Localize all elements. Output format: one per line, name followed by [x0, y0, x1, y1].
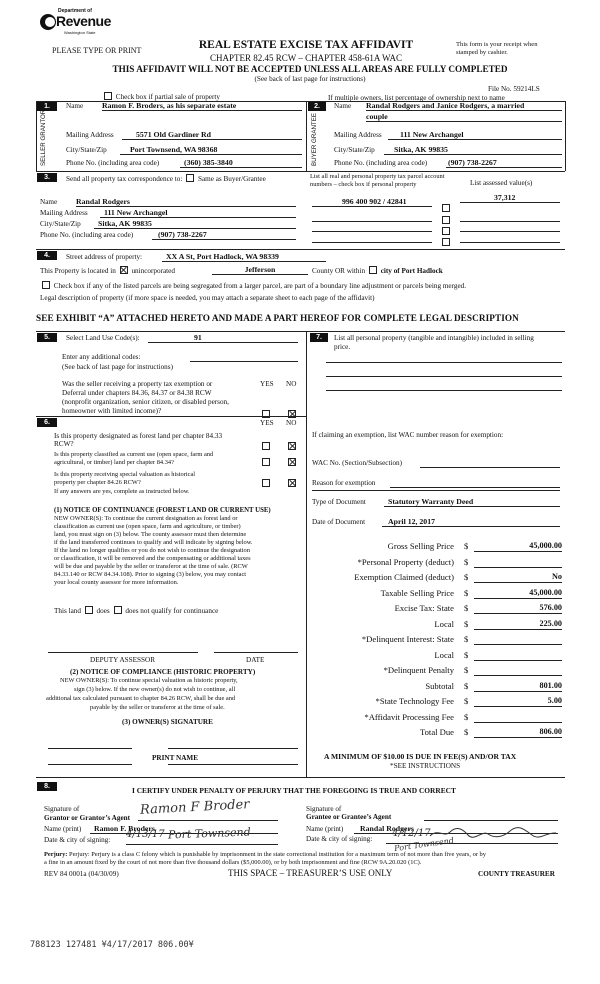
exhibit-a: SEE EXHIBIT “A” ATTACHED HERETO AND MADE A PART HEREOF FOR COMPLETE LEGAL DESCRIPTION: [36, 313, 519, 323]
continuance-line-5: or classification, it will be removed and the compensating or additional taxes: [54, 555, 251, 562]
receipt-note: This form is your receipt when stamped by cashier.: [456, 41, 538, 56]
send-correspondence: [66, 174, 266, 184]
logo-state: Washington State: [64, 30, 96, 35]
reason-label: Reason for exemption: [312, 479, 376, 487]
dor-logo: [38, 8, 111, 38]
tax-row-value[interactable]: [474, 712, 562, 723]
form-title: REAL ESTATE EXCISE TAX AFFIDAVIT: [198, 39, 414, 51]
tax-row-label: Local: [434, 619, 454, 629]
taxpayer-name-field[interactable]: Randal Rodgers: [76, 197, 296, 207]
seller-name-label: Name: [66, 102, 84, 110]
doc-date-label: Date of Document: [312, 518, 366, 526]
tax-row-value[interactable]: [474, 650, 562, 661]
county-field[interactable]: Jefferson: [212, 265, 308, 275]
tax-row-value[interactable]: 45,000.00: [474, 541, 562, 552]
assessed-field-4[interactable]: [460, 234, 560, 243]
tax-row-label: *Affidavit Processing Fee: [364, 712, 454, 722]
grantor-name-field[interactable]: Ramon F. Broders: [90, 824, 278, 834]
logo-swoosh-icon: [38, 12, 58, 32]
taxpayer-phone-field[interactable]: (907) 738-2267: [152, 230, 296, 240]
current-use-q-b: agricultural, or timber) land per chapter 84.34?: [54, 459, 174, 466]
historic-line-2: additional tax calculated pursuant to chapter 84.26 RCW, shall be due and: [46, 695, 236, 702]
section-7-number: 7.: [310, 333, 328, 342]
street-label: Street address of property:: [66, 253, 143, 261]
tax-row-label: *Delinquent Interest: State: [361, 634, 454, 644]
tax-row-label: *Personal Property (deduct): [357, 557, 454, 567]
buyer-side-label: BUYER GRANTEE: [311, 113, 318, 166]
multiple-owners: If multiple owners, list percentage of ownership next to name: [328, 94, 505, 102]
seller-mailing-field[interactable]: 5571 Old Gardiner Rd: [122, 130, 302, 140]
continuance-line-4: If the land no longer qualifies or you do not wish to continue the designation: [54, 547, 250, 554]
continuance-title: (1) NOTICE OF CONTINUANCE (FOREST LAND OR CURRENT USE): [54, 507, 271, 514]
does-not-checkbox[interactable]: [114, 606, 122, 614]
partial-sale-label: Check box if partial sale of property: [115, 93, 220, 101]
doc-date-field[interactable]: April 12, 2017: [382, 517, 560, 527]
personal-property-a: List all personal property (tangible and intangible) included in selling: [334, 334, 534, 342]
unincorporated-label: unincorporated: [131, 267, 175, 275]
grantor-city-handwritten: Port Townsend: [167, 825, 251, 842]
section-2-number: 2.: [308, 102, 326, 111]
not-accepted: THIS AFFIDAVIT WILL NOT BE ACCEPTED UNLESS ALL AREAS ARE FULLY COMPLETED: [112, 64, 508, 74]
form-chapter: CHAPTER 82.45 RCW – CHAPTER 458-61A WAC: [210, 53, 402, 63]
claiming-exemption: If claiming an exemption, list WAC number reason for exemption:: [312, 431, 504, 439]
tax-row-label: Subtotal: [425, 681, 454, 691]
tax-row-dollar: $: [464, 650, 469, 660]
grantor-signature: Ramon F Broder: [139, 797, 250, 818]
parcel-field-3[interactable]: [312, 223, 432, 232]
perjury-b: a fine in an amount fixed by the court of not more than five thousand dollars ($5,000.00), or by both imprisonment and fine (RCW 9A.20.020 (1C).: [44, 859, 422, 866]
minimum-note: A MINIMUM OF $10.00 IS DUE IN FEE(S) AND/OR TAX: [324, 752, 517, 761]
taxpayer-city-field[interactable]: Sitka, AK 99835: [94, 219, 296, 229]
section-1-number: 1.: [37, 102, 57, 111]
grantor-date-handwritten: 4/13/17: [126, 829, 165, 840]
county-treasurer: COUNTY TREASURER: [478, 870, 555, 878]
city-of-label: city of Port Hadlock: [380, 267, 443, 275]
land-use-label: Select Land Use Code(s):: [66, 334, 140, 342]
file-no: File No. 59214LS: [488, 85, 540, 93]
buyer-phone-label: Phone No. (including area code): [334, 159, 428, 167]
segregated-checkbox[interactable]: [42, 281, 50, 289]
segregated-row: [40, 281, 466, 291]
continuance-line-6: will be due and payable by the seller or transferor at the time of sale. (RCW: [54, 563, 248, 570]
seller-side-label: SELLER GRANTOR: [40, 109, 47, 166]
treasurer-space: THIS SPACE – TREASURER’S USE ONLY: [228, 868, 393, 878]
assessed-field-1[interactable]: 37,312: [460, 193, 560, 203]
buyer-name-field-line2[interactable]: couple: [366, 112, 562, 122]
parcel-4-personal-checkbox[interactable]: [442, 238, 450, 246]
historic-q-a: Is this property receiving special valuation as historical: [54, 471, 196, 478]
reason-field[interactable]: [390, 478, 560, 488]
land-use-field[interactable]: 91: [148, 333, 298, 343]
continuance-line-3: if the land transferred continues to qualify and will indicate by signing below.: [54, 539, 253, 546]
tax-row-dollar: $: [464, 634, 469, 644]
unincorporated-checkbox[interactable]: [120, 266, 128, 274]
additional-codes-field[interactable]: [190, 352, 298, 362]
legal-description-label: Legal description of property (if more space is needed, you may attach a separate sheet to each page of the affidavit): [40, 294, 375, 302]
parcel-field-1[interactable]: 996 400 902 / 42841: [312, 197, 432, 207]
s5-yes: YES: [260, 380, 274, 388]
tax-row-dollar: $: [464, 696, 469, 706]
buyer-name-label: Name: [334, 102, 352, 110]
wac-field[interactable]: [420, 458, 560, 468]
taxpayer-phone-label: Phone No. (including area code): [40, 231, 134, 239]
parcel-header: List all real and personal property tax parcel account numbers – check box if personal property: [310, 173, 445, 188]
wac-label: WAC No. (Section/Subsection): [312, 459, 403, 467]
grantee-agent-label: Grantee or Grantee’s Agent: [306, 813, 392, 821]
parcel-field-4[interactable]: [312, 234, 432, 243]
located-label: This Property is located in: [40, 267, 116, 275]
tax-row-label: Gross Selling Price: [387, 541, 454, 551]
parcel-field-2[interactable]: [312, 213, 432, 222]
exemption-q2: Deferral under chapters 84.36, 84.37 or 84.38 RCW: [62, 389, 212, 397]
tax-row-value[interactable]: 801.00: [474, 681, 562, 692]
tax-row-label: *Delinquent Penalty: [383, 665, 454, 675]
current-use-no-checkbox[interactable]: [288, 458, 296, 466]
does-label: does: [96, 607, 110, 615]
tax-row-dollar: $: [464, 541, 469, 551]
tax-row-label: Taxable Selling Price: [380, 588, 454, 598]
taxpayer-name-label: Name: [40, 198, 58, 206]
buyer-mailing-field[interactable]: 111 New Archangel: [388, 130, 562, 140]
historic-yes-checkbox[interactable]: [262, 479, 270, 487]
segregated-label: Check box if any of the listed parcels are being segregated from a larger parcel, are part of a boundary line adjustment or parcels being merged.: [53, 282, 467, 290]
continuance-line-0: NEW OWNER(S): To continue the current designation as forest land or: [54, 515, 238, 522]
tax-row-value[interactable]: [474, 665, 562, 676]
continuance-line-7: 84.33.140 or RCW 84.34.108). Prior to signing (3) below, you may contact: [54, 571, 247, 578]
perjury-a: Perjury: Perjury: Perjury is a class C felony which is punishable by imprisonment in the state correctional institution for a maximum term of not more than five years, or by: [44, 851, 486, 858]
tax-row-label: Exemption Claimed (deduct): [354, 572, 454, 582]
buyer-city-label: City/State/Zip: [334, 146, 375, 154]
seller-phone-field[interactable]: (360) 385-3840: [180, 158, 302, 168]
seller-city-label: City/State/Zip: [66, 146, 107, 154]
tax-row-dollar: $: [464, 712, 469, 722]
please-type: PLEASE TYPE OR PRINT: [52, 46, 142, 55]
grantor-sig-of: Signature of: [44, 805, 80, 813]
seller-phone-label: Phone No. (including area code): [66, 159, 160, 167]
grantee-name-label: Name (print): [306, 825, 344, 833]
tax-row-value[interactable]: 576.00: [474, 603, 562, 614]
see-back-5: (See back of last page for instructions): [62, 363, 173, 371]
section-6-number: 6.: [37, 418, 57, 427]
deputy-date-label: DATE: [246, 656, 265, 664]
send-label: Send all property tax correspondence to:: [66, 175, 183, 183]
historic-line-1: sign (3) below. If the new owner(s) do not wish to continue, all: [74, 686, 236, 693]
s6-no: NO: [286, 419, 297, 427]
grantee-date-label: Date & city of signing:: [306, 835, 373, 843]
logo-name: Revenue: [56, 13, 111, 29]
section-5-number: 5.: [37, 333, 57, 342]
certify-statement: I CERTIFY UNDER PENALTY OF PERJURY THAT THE FOREGOING IS TRUE AND CORRECT: [132, 786, 456, 795]
see-instructions: *SEE INSTRUCTIONS: [390, 762, 461, 770]
grantee-date-handwritten: 4/12/17: [392, 828, 431, 839]
buyer-phone-field[interactable]: (907) 738-2267: [446, 158, 562, 168]
tax-row-value[interactable]: [474, 634, 562, 645]
forest-q-b: RCW?: [54, 440, 74, 448]
tax-row-dollar: $: [464, 665, 469, 675]
historic-q-b: property per chapter 84.26 RCW?: [54, 479, 141, 486]
tax-row-dollar: $: [464, 557, 469, 567]
personal-property-b: price.: [334, 343, 351, 351]
does-not-label: does not qualify for continuance: [125, 607, 219, 615]
forest-q-a: Is this property designated as forest land per chapter 84.33: [54, 432, 223, 440]
doc-type-label: Type of Document: [312, 498, 366, 506]
tax-row-value[interactable]: 45,000.00: [474, 588, 562, 599]
see-back: (See back of last page for instructions): [254, 75, 366, 83]
continuance-line-2: land, you must sign on (3) below. The county assessor must then determine: [54, 531, 247, 538]
tax-row-dollar: $: [464, 727, 469, 737]
grantee-city-handwritten: Port Townsend: [393, 835, 455, 854]
assessed-header: List assessed value(s): [470, 179, 533, 187]
grantee-name-field[interactable]: Randal Rodgers: [354, 824, 558, 834]
current-use-q-a: Is this property classified as current use (open space, farm and: [54, 451, 214, 458]
exemption-q1: Was the seller receiving a property tax exemption or: [62, 380, 213, 388]
grantee-sig-of: Signature of: [306, 805, 342, 813]
assessed-field-3[interactable]: [460, 223, 560, 232]
partial-sale-checkbox[interactable]: [104, 92, 112, 100]
additional-codes-label: Enter any additional codes:: [62, 353, 141, 361]
tax-row-value[interactable]: 225.00: [474, 619, 562, 630]
seller-city-field[interactable]: Port Townsend, WA 98368: [120, 145, 302, 155]
grantor-agent-label: Grantor or Grantor’s Agent: [44, 814, 131, 822]
seller-mailing-label: Mailing Address: [66, 131, 114, 139]
continuance-line-1: classification as current use (open space, farm and agriculture, or timber): [54, 523, 241, 530]
deputy-assessor-label: DEPUTY ASSESSOR: [90, 656, 156, 664]
forest-yes-checkbox[interactable]: [262, 442, 270, 450]
tax-row-value[interactable]: No: [474, 572, 562, 583]
seller-name-field[interactable]: Ramon F. Broders, as his separate estate: [102, 101, 302, 111]
rev-number: REV 84 0001a (04/30/09): [44, 870, 119, 878]
tax-row-dollar: $: [464, 603, 469, 613]
tax-row-label: Excise Tax: State: [394, 603, 454, 613]
exemption-q4: homeowner with limited income)?: [62, 407, 162, 415]
qualify-row: [54, 606, 218, 616]
assessed-field-2[interactable]: [460, 213, 560, 222]
tax-row-value[interactable]: [474, 557, 562, 568]
historic-line-0: NEW OWNER(S): To continue special valuation as historic property,: [60, 677, 238, 684]
tax-row-dollar: $: [464, 588, 469, 598]
continuance-line-8: your local county assessor for more information.: [54, 579, 179, 586]
s6-yes: YES: [260, 419, 274, 427]
tax-row-label: *State Technology Fee: [375, 696, 454, 706]
buyer-name-field[interactable]: Randal Rodgers and Janice Rodgers, a married: [366, 101, 562, 111]
historic-title: (2) NOTICE OF COMPLIANCE (HISTORIC PROPERTY): [70, 668, 256, 676]
section-4-number: 4.: [37, 251, 57, 260]
perjury-text-a: Perjury: Perjury is a class C felony which is punishable by imprisonment in the state correctional institution for a maximum term of not more than five years, or by: [69, 851, 486, 858]
owner-signature-label: (3) OWNER(S) SIGNATURE: [122, 718, 213, 726]
s5-no: NO: [286, 380, 297, 388]
does-checkbox[interactable]: [85, 606, 93, 614]
current-use-yes-checkbox[interactable]: [262, 458, 270, 466]
if-yes-note: If any answers are yes, complete as instructed below.: [54, 488, 190, 495]
same-as-label: Same as Buyer/Grantee: [197, 175, 266, 183]
county-or-label: County OR within: [312, 267, 366, 275]
buyer-mailing-label: Mailing Address: [334, 131, 382, 139]
tax-row-dollar: $: [464, 619, 469, 629]
section-3-number: 3.: [37, 173, 57, 182]
county-or-row: [312, 266, 443, 276]
tax-row-label: Local: [434, 650, 454, 660]
historic-line-3: payable by the seller or transferor at the time of sale.: [90, 704, 225, 711]
grantor-name-label: Name (print): [44, 825, 82, 833]
buyer-city-field[interactable]: Sitka, AK 99835: [384, 145, 562, 155]
grantee-signature-field[interactable]: [424, 818, 558, 821]
tax-row-dollar: $: [464, 572, 469, 582]
historic-no-checkbox[interactable]: [288, 479, 296, 487]
receipt-stamp: 788123 127481 ¥4/17/2017 806.00¥: [30, 940, 194, 950]
grantor-date-label: Date & city of signing:: [44, 836, 111, 844]
tax-row-value[interactable]: 5.00: [474, 696, 562, 707]
city-checkbox[interactable]: [369, 266, 377, 274]
exemption-q3: (nonprofit organization, senior citizen, or disabled person,: [62, 398, 229, 406]
this-land-label: This land: [54, 607, 81, 615]
logo-dept: Department of: [58, 8, 92, 14]
taxpayer-mailing-label: Mailing Address: [40, 209, 88, 217]
forest-no-checkbox[interactable]: [288, 442, 296, 450]
print-name-label: PRINT NAME: [152, 754, 198, 762]
tax-row-dollar: $: [464, 681, 469, 691]
taxpayer-city-label: City/State/Zip: [40, 220, 81, 228]
taxpayer-mailing-field[interactable]: 111 New Archangel: [100, 208, 296, 218]
tax-row-value[interactable]: 806.00: [474, 727, 562, 738]
located-row: [40, 266, 175, 276]
section-8-number: 8.: [37, 782, 57, 791]
tax-row-label: Total Due: [419, 727, 454, 737]
same-as-buyer-checkbox[interactable]: [186, 174, 194, 182]
street-field[interactable]: XX A St, Port Hadlock, WA 98339: [162, 252, 326, 262]
doc-type-field[interactable]: Statutory Warranty Deed: [384, 497, 560, 507]
